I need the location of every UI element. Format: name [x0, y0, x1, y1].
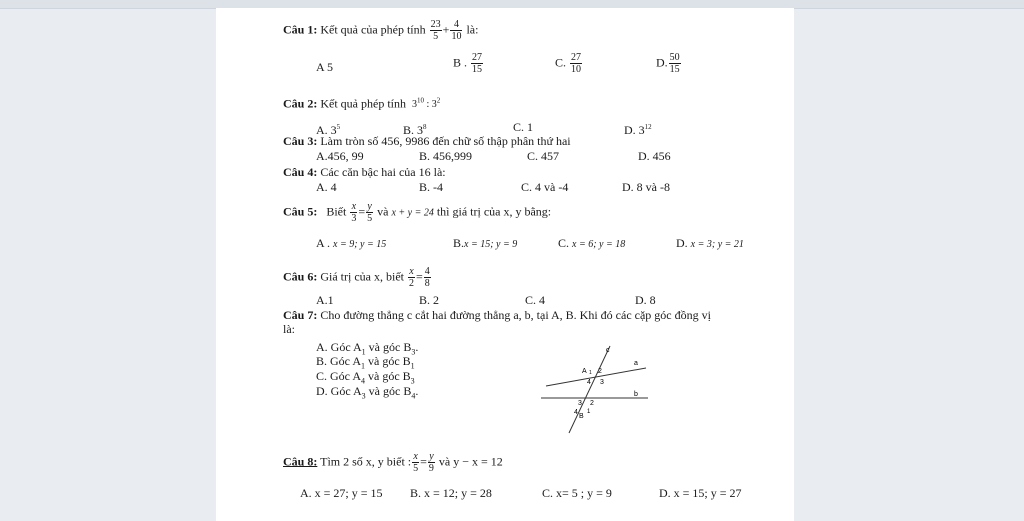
- answer-b: B. -4: [419, 180, 443, 194]
- label-A3: 3: [600, 379, 604, 386]
- label-A1: 1: [589, 370, 592, 376]
- answer-c: C. x= 5 ; y = 9: [542, 486, 612, 500]
- answer-d: D. x = 15; y = 27: [659, 486, 742, 500]
- question-1: Câu 1: Kết quả của phép tính $\frac{23}{5}$ + $\frac{4}{10}$ là:: [283, 19, 479, 42]
- fraction: $\frac{23}{5}$: [430, 19, 441, 42]
- answer-a: A.456, 99: [316, 149, 364, 163]
- label-B: B: [579, 413, 584, 420]
- label-B2: 2: [590, 400, 594, 407]
- question-7-continued: là:: [283, 322, 295, 336]
- answer-c: C. 4 và -4: [521, 180, 569, 194]
- answer-d: D. 8 và -8: [622, 180, 670, 194]
- line-a: [546, 368, 646, 386]
- answer-c: C. 457: [527, 149, 560, 163]
- label-c: c: [606, 347, 610, 354]
- answer-b: B.x = 15; y = 9: [453, 236, 518, 250]
- answer-d: D. Góc $A_3$ và góc $B_4$.: [316, 384, 419, 401]
- answer-a: A 5: [316, 60, 334, 74]
- label-A4: 4: [587, 379, 591, 386]
- answer-c: C. Góc $A_4$ và góc $B_3$: [316, 369, 415, 386]
- fraction: $\frac{4}{10}$: [451, 19, 462, 42]
- question-3: Câu 3: Làm tròn số 456, 9986 đến chữ số thập phân thứ hai: [283, 134, 571, 148]
- question-label: Câu 5:: [283, 204, 318, 219]
- question-label: Câu 4:: [283, 165, 318, 179]
- answer-d: D. 456: [638, 149, 671, 163]
- question-5: Câu 5: Biết $\frac{x}{3}$ = $\frac{y}{5}$ và x + y = 24 thì giá trị của x, y bằng:: [283, 201, 552, 224]
- answer-c: C. 1: [513, 120, 534, 134]
- answer-b: B. 2: [419, 293, 440, 307]
- label-a: a: [634, 360, 638, 367]
- question-label: Câu 3:: [283, 134, 318, 148]
- answer-a: A. Góc $A_1$ và góc $B_3$.: [316, 340, 419, 357]
- question-8: Câu 8: Tìm 2 số x, y biết : $\frac{x}{5}$ = $\frac{y}{9}$ và y − x = 12: [283, 451, 503, 474]
- question-7: Câu 7: Cho đường thẳng c cắt hai đường thẳng a, b, tại A, B. Khi đó các cặp góc đồng vị: [283, 308, 711, 322]
- question-2: Câu 2: Kết quả phép tính $3^{10}$ : $3^2$: [283, 96, 441, 111]
- answer-b: B. 456,999: [419, 149, 473, 163]
- label-A: A: [582, 368, 587, 375]
- answer-b: B. x = 12; y = 28: [410, 486, 492, 500]
- label-A2: 2: [598, 368, 602, 375]
- label-b: b: [634, 391, 638, 398]
- document-page: [216, 8, 794, 521]
- answer-d: D. x = 3; y = 21: [676, 236, 744, 250]
- answer-a: A. $3^5$: [316, 123, 341, 137]
- question-label: Câu 8:: [283, 454, 318, 469]
- label-B1: 1: [587, 409, 591, 415]
- answer-d: D. $3^{12}$: [624, 123, 652, 137]
- answer-a: A. x = 27; y = 15: [300, 486, 383, 500]
- answer-c: C. $\frac{27}{10}$: [555, 52, 582, 75]
- answer-d: D. 8: [635, 293, 656, 307]
- label-B4: 4: [574, 409, 578, 416]
- answer-a: A. 4: [316, 180, 337, 194]
- label-B3: 3: [578, 400, 582, 407]
- question-6: Câu 6: Giá trị của x, biết $\frac{x}{2}$ = $\frac{4}{8}$: [283, 266, 430, 289]
- question-label: Câu 2:: [283, 96, 318, 111]
- transversal-diagram: [536, 338, 656, 438]
- answer-a: A.1: [316, 293, 334, 307]
- answer-c: C. 4: [525, 293, 546, 307]
- answer-b: B . $\frac{27}{15}$: [453, 52, 483, 75]
- question-label: Câu 1:: [283, 22, 318, 37]
- answer-c: C. x = 6; y = 18: [558, 236, 626, 250]
- question-label: Câu 7:: [283, 308, 318, 322]
- question-4: Câu 4: Các căn bậc hai của 16 là:: [283, 165, 446, 179]
- answer-a: A . x = 9; y = 15: [316, 236, 387, 250]
- line-c: [569, 346, 610, 433]
- question-label: Câu 6:: [283, 269, 318, 284]
- answer-d: D. $\frac{50}{15}$: [656, 52, 680, 75]
- answer-b: B. Góc $A_1$ và góc $B_1$: [316, 354, 415, 371]
- answer-b: B. $3^8$: [403, 123, 427, 137]
